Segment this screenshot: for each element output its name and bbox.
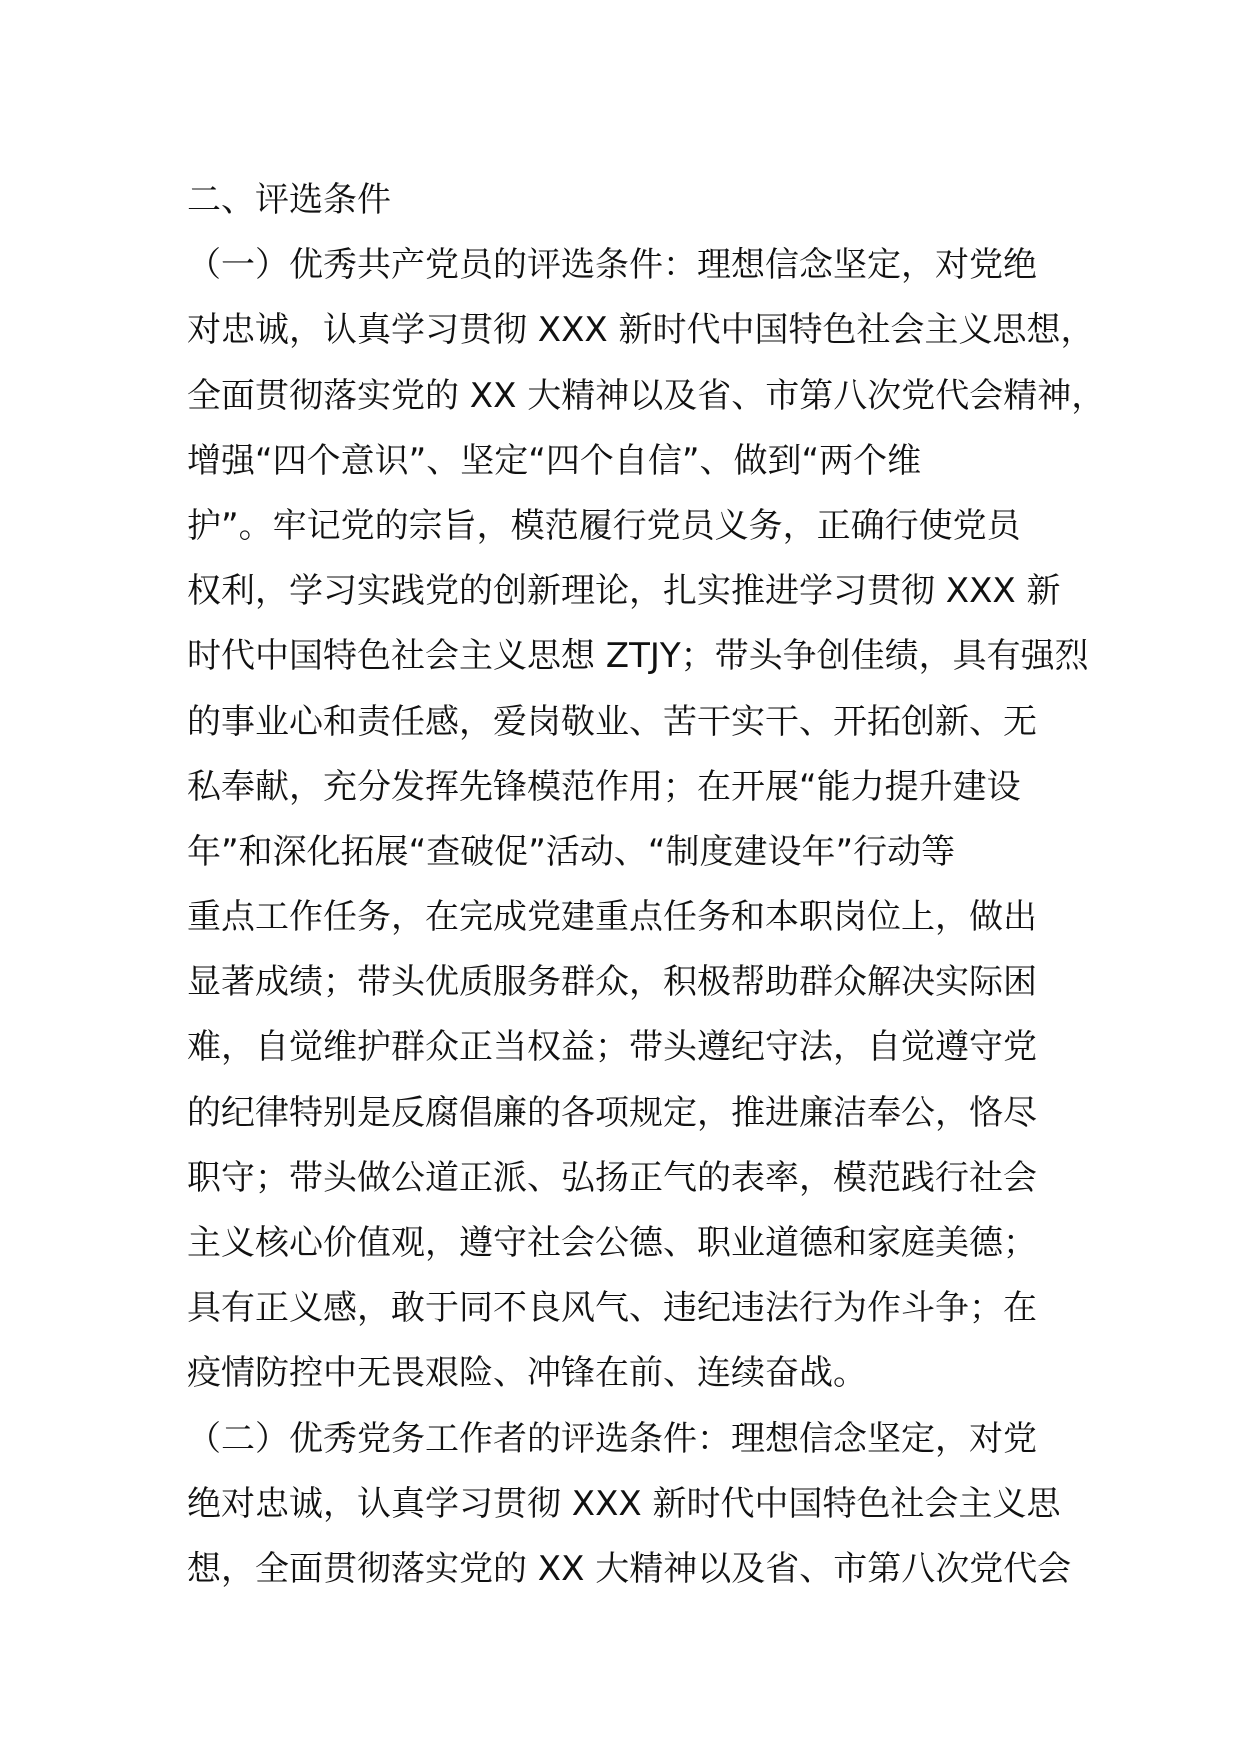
text-line: 具有正义感，敢于同不良风气、违纪违法行为作斗争；在	[187, 1288, 1037, 1329]
text-line: 对忠诚，认真学习贯彻 XXX 新时代中国特色社会主义思想，	[187, 310, 1095, 351]
text-line: （二）优秀党务工作者的评选条件：理想信念坚定，对党	[187, 1418, 1037, 1459]
text-line: 全面贯彻落实党的 XX 大精神以及省、市第八次党代会精神，	[187, 375, 1106, 416]
text-line: （一）优秀共产党员的评选条件：理想信念坚定，对党绝	[187, 245, 1037, 286]
text-line: 主义核心价值观，遵守社会公德、职业道德和家庭美德；	[187, 1223, 1037, 1263]
text-line: 时代中国特色社会主义思想 ZTJY；带头争创佳绩，具有强烈	[187, 636, 1089, 677]
text-line: 的事业心和责任感，爱岗敬业、苦干实干、开拓创新、无	[187, 701, 1037, 742]
text-line: 权利，学习实践党的创新理论，扎实推进学习贯彻 XXX 新	[187, 571, 1061, 612]
text-line: 绝对忠诚，认真学习贯彻 XXX 新时代中国特色社会主义思	[187, 1483, 1061, 1524]
section-heading: 二、评选条件	[187, 180, 391, 220]
text-line: 的纪律特别是反腐倡廉的各项规定，推进廉洁奉公，恪尽	[187, 1092, 1037, 1133]
text-line: 增强“四个意识”、坚定“四个自信”、做到“两个维	[187, 440, 922, 481]
text-line: 疫情防控中无畏艰险、冲锋在前、连续奋战。	[187, 1353, 867, 1394]
text-line: 想，全面贯彻落实党的 XX 大精神以及省、市第八次党代会	[187, 1548, 1072, 1589]
text-line: 显著成绩；带头优质服务群众，积极帮助群众解决实际困	[187, 962, 1037, 1003]
document-body	[187, 168, 1106, 1602]
text-line: 私奉献，充分发挥先锋模范作用；在开展“能力提升建设	[187, 766, 1021, 807]
text-line: 职守；带头做公道正派、弘扬正气的表率，模范践行社会	[187, 1157, 1037, 1198]
text-line: 护”。牢记党的宗旨，模范履行党员义务，正确行使党员	[187, 505, 1021, 546]
text-line: 年”和深化拓展“查破促”活动、“制度建设年”行动等	[187, 831, 956, 872]
text-line: 重点工作任务，在完成党建重点任务和本职岗位上，做出	[187, 897, 1037, 938]
text-line: 难，自觉维护群众正当权益；带头遵纪守法，自觉遵守党	[187, 1027, 1037, 1068]
